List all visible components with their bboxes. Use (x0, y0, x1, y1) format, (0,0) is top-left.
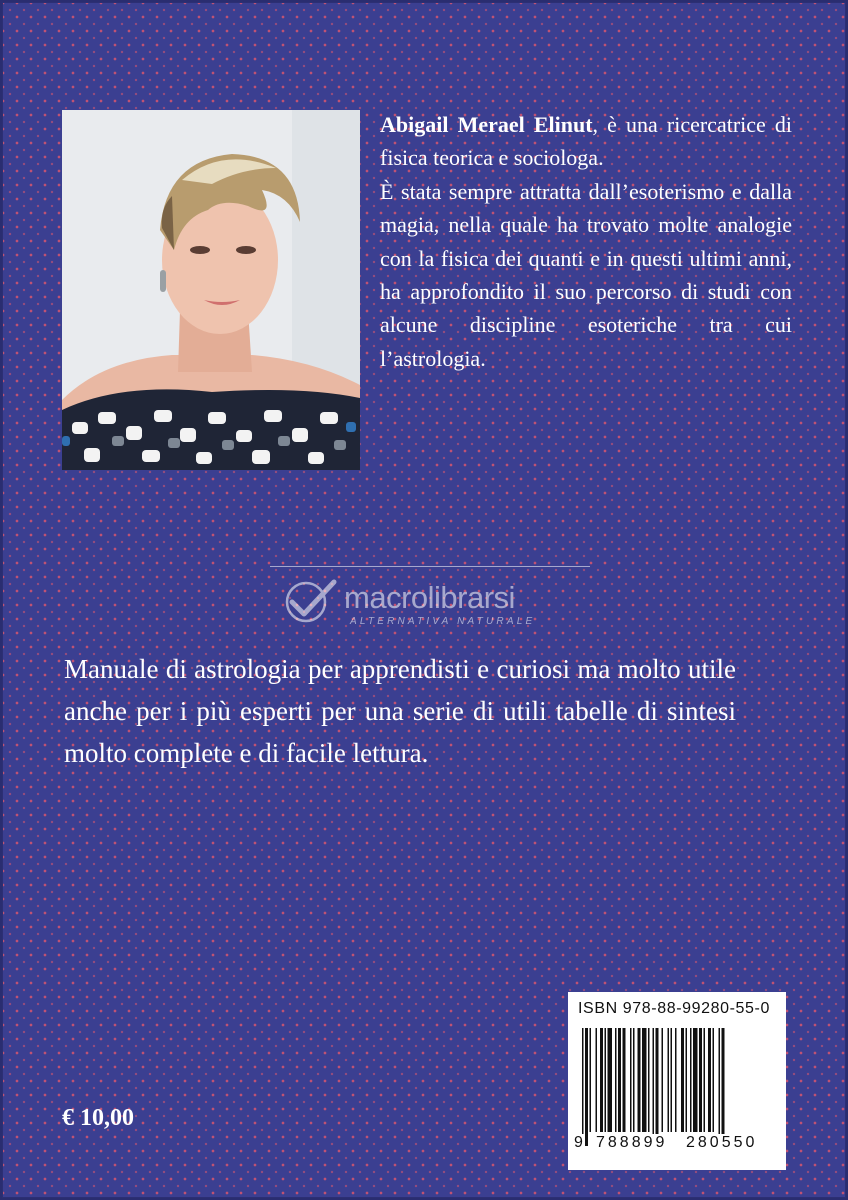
barcode-bar (699, 1028, 702, 1132)
author-name: Abigail Merael Elinut (380, 112, 593, 137)
check-swoosh-icon (280, 576, 340, 626)
author-bio-intro (380, 108, 792, 175)
barcode-bar (722, 1028, 725, 1146)
barcode-bar (590, 1028, 592, 1132)
isbn-label: ISBN 978-88-99280-55-0 (578, 1000, 770, 1017)
barcode-bar (585, 1028, 588, 1146)
barcode-bar (582, 1028, 584, 1146)
barcode-bar (618, 1028, 621, 1132)
watermark-divider (270, 566, 590, 567)
barcode-digit-first: 9 (574, 1134, 583, 1151)
book-description: Manuale di astrologia per apprendisti e curiosi ma molto utile anche per i più esperti per una serie di utili tabelle di sintesi molto complete e di facile lettura. (64, 654, 736, 768)
watermark-tagline: ALTERNATIVA NATURALE (350, 616, 536, 627)
barcode-bar (708, 1028, 711, 1132)
barcode-digits-right: 280550 (686, 1134, 758, 1151)
barcode-bar (633, 1028, 635, 1132)
barcode-bar (648, 1028, 650, 1132)
publisher-watermark (270, 566, 590, 638)
barcode-bar (668, 1028, 670, 1132)
author-bio-intro-text: , è una ricercatrice di fisica teorica e sociologa. (380, 112, 793, 171)
author-photo (62, 110, 360, 470)
watermark-name: macrolibrarsi (344, 580, 515, 615)
barcode-bar (630, 1028, 632, 1132)
author-bio (380, 108, 792, 375)
barcode-bar (605, 1028, 607, 1132)
barcode-bar (642, 1028, 647, 1132)
barcode-bar (690, 1028, 692, 1132)
barcode-bar (686, 1028, 688, 1132)
barcode-bar (653, 1028, 655, 1146)
barcode-panel (568, 992, 786, 1170)
author-bio-body: È stata sempre attratta dall’esoterismo e dalla magia, nella quale ha trovato molte analogie con la fisica dei quanti e in questi ultimi anni, ha approfondito il suo percorso di studi con alcune discipline esoteriche tra cui l’astrologia. (380, 178, 792, 371)
barcode-bar (623, 1028, 626, 1132)
barcode-bar (704, 1028, 706, 1132)
price-label: € 10,00 (62, 1105, 134, 1131)
barcode-bar (656, 1028, 659, 1146)
barcode-digits-left: 788899 (596, 1134, 668, 1151)
barcode-bar (638, 1028, 641, 1132)
barcode-bar (608, 1028, 613, 1132)
barcode-bar (681, 1028, 684, 1132)
barcode-bar (675, 1028, 677, 1132)
barcode-bar (596, 1028, 598, 1132)
barcode-bar (671, 1028, 673, 1132)
barcode-bar (713, 1028, 715, 1132)
barcode-bar (719, 1028, 721, 1146)
barcode-bars (580, 1028, 776, 1146)
barcode-bar (615, 1028, 617, 1132)
barcode-bar (693, 1028, 698, 1132)
barcode-bar (600, 1028, 603, 1132)
barcode-bar (662, 1028, 664, 1132)
author-portrait-image (62, 110, 360, 470)
